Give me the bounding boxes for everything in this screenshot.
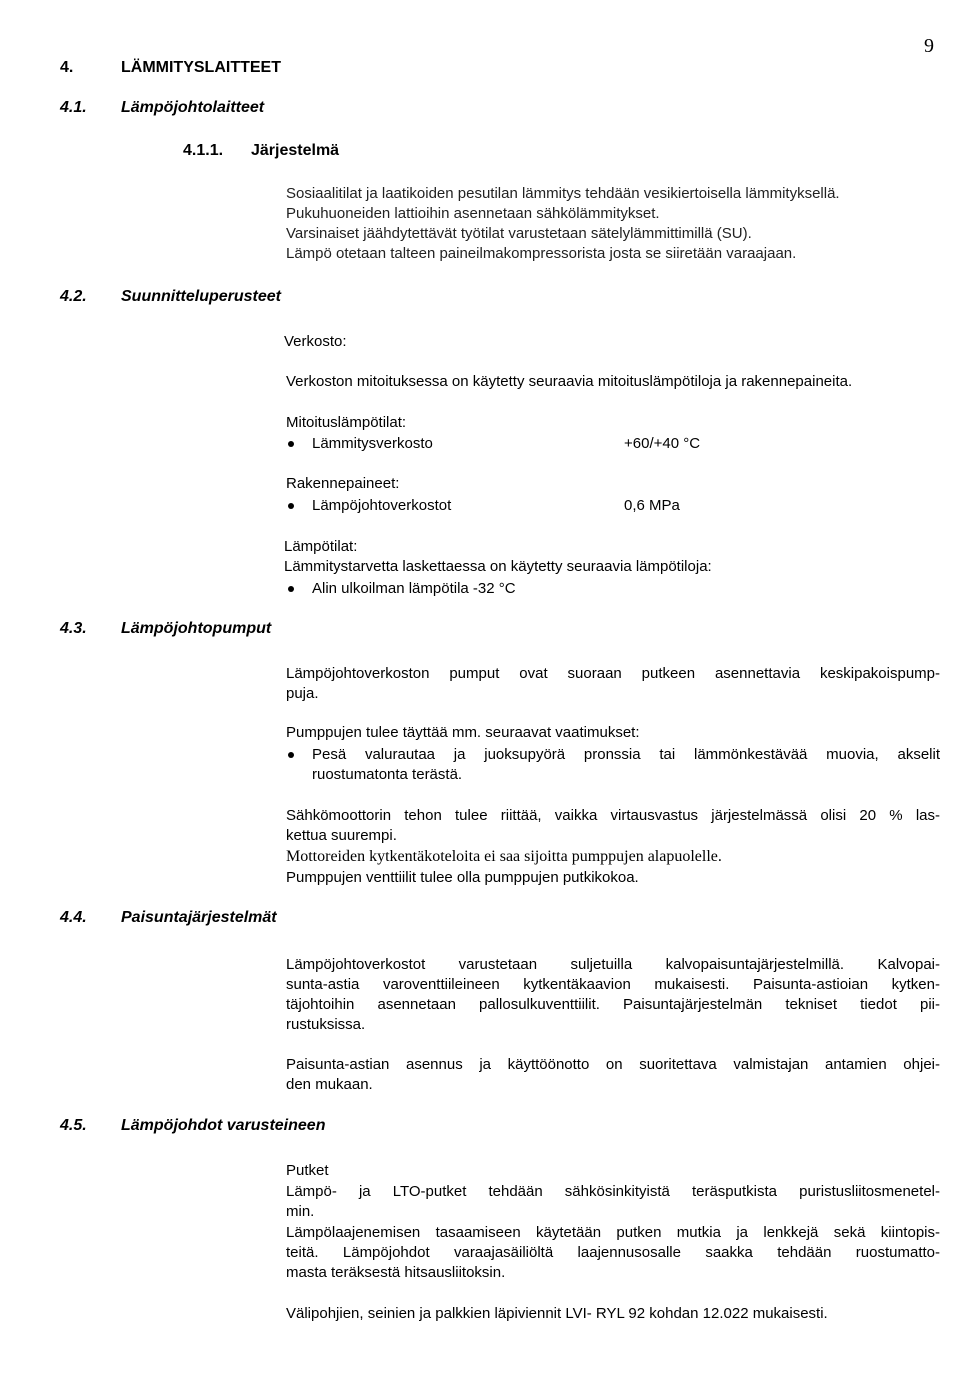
mitoitus-item-value: +60/+40 °C — [624, 435, 701, 452]
putket-p2-line-2: teitä. Lämpöjohdot varaajasäiliöltä laajennusosalle saakka tehdään ruostumatto- — [286, 1244, 940, 1261]
bullet-icon — [288, 441, 294, 447]
rakenne-item-value: 0,6 MPa — [624, 497, 680, 514]
verkosto-label: Verkosto: — [284, 333, 347, 350]
putket-paragraph-3: Välipohjien, seinien ja palkkien läpiviennit LVI- RYL 92 kohdan 12.022 mukaisesti. — [286, 1305, 828, 1322]
section-4-1-title: Lämpöjohtolaitteet — [121, 99, 265, 116]
pumput-paragraph-2 — [286, 806, 940, 846]
section-4-3-title: Lämpöjohtopumput — [121, 620, 272, 637]
section-4-2-title: Suunnitteluperusteet — [121, 288, 282, 305]
bullet-icon — [288, 752, 294, 758]
lampotilat-intro: Lämmitystarvetta laskettaessa on käytetty seuraavia lämpötiloja: — [284, 558, 712, 575]
putket-paragraph-1 — [286, 1182, 940, 1222]
paisunta-paragraph-1 — [286, 955, 940, 1035]
section-4-1-1-number: 4.1.1. — [183, 142, 224, 159]
verkosto-intro: Verkoston mitoituksessa on käytetty seuraavia mitoituslämpötiloja ja rakennepaineita. — [286, 373, 853, 390]
section-4-title: LÄMMITYSLAITTEET — [121, 59, 281, 76]
pumput-paragraph-3: Mottoreiden kytkentäkoteloita ei saa sijoitta pumppujen alapuolelle. — [286, 848, 722, 865]
paisunta-paragraph-2 — [286, 1055, 940, 1095]
paisunta-p1-line-4: rustuksissa. — [286, 1016, 366, 1033]
pumput-bullet-line-2: ruostumatonta terästä. — [312, 766, 463, 783]
putket-p2-line-1: Lämpölaajenemisen tasaamiseen käytetään putken mutkia ja lenkkejä sekä kiintopis- — [286, 1224, 940, 1241]
putket-label: Putket — [286, 1162, 329, 1179]
pumput-p1-line-1: Lämpöjohtoverkoston pumput ovat suoraan putkeen asennettavia keskipakoispump- — [286, 665, 940, 682]
pumput-p2-line-1: Sähkömoottorin tehon tulee riittää, vaikka virtausvastus järjestelmässä olisi 20 % las- — [286, 807, 940, 824]
paisunta-p1-line-1: Lämpöjohtoverkostot varustetaan suljetuilla kalvopaisuntajärjestelmillä. Kalvopai- — [286, 956, 940, 973]
system-description — [286, 184, 940, 264]
system-line-1: Sosiaalitilat ja laatikoiden pesutilan lämmitys tehdään vesikiertoisella lämmityksellä. — [286, 185, 840, 202]
section-4-3-number: 4.3. — [60, 620, 87, 637]
lampotilat-label: Lämpötilat: — [284, 538, 358, 555]
paisunta-p1-line-2: sunta-astia varoventtiileineen kytkentäkaavion mukaisesti. Paisunta-astioian kytken- — [286, 976, 940, 993]
pumput-p1-line-2: puja. — [286, 685, 319, 702]
paisunta-p2-line-1: Paisunta-astian asennus ja käyttöönotto on suoritettava valmistajan antamien ohjei- — [286, 1056, 940, 1073]
rakenne-label: Rakennepaineet: — [286, 475, 400, 492]
mitoitus-label: Mitoituslämpötilat: — [286, 414, 407, 431]
page-number: 9 — [924, 35, 934, 57]
paisunta-p2-line-2: den mukaan. — [286, 1076, 373, 1093]
section-4-2-number: 4.2. — [60, 288, 87, 305]
putket-p2-line-3: masta teräksestä hitsausliitoksin. — [286, 1264, 506, 1281]
pumput-p2-line-2: kettua suurempi. — [286, 827, 397, 844]
section-4-4-number: 4.4. — [60, 909, 87, 926]
putket-p1-line-2: min. — [286, 1203, 315, 1220]
mitoitus-item-name: Lämmitysverkosto — [312, 435, 433, 452]
lampotilat-item: Alin ulkoilman lämpötila -32 °C — [312, 580, 516, 597]
paisunta-p1-line-3: täjohtoihin asennetaan pallosulkuventtiilit. Paisuntajärjestelmän tekniset tiedot pii- — [286, 996, 940, 1013]
putket-p1-line-1: Lämpö- ja LTO-putket tehdään sähkösinkityistä teräsputkista puristusliitosmenetel- — [286, 1183, 940, 1200]
pumput-bullet-line-1: Pesä valurautaa ja juoksupyörä pronssia tai lämmönkestävää muovia, akselit — [312, 746, 940, 763]
system-line-4: Lämpö otetaan talteen paineilmakompressorista josta se siiretään varaajaan. — [286, 245, 797, 262]
pumput-requirements: Pumppujen tulee täyttää mm. seuraavat vaatimukset: — [286, 724, 640, 741]
section-4-5-title: Lämpöjohdot varusteineen — [121, 1117, 326, 1134]
section-4-5-number: 4.5. — [60, 1117, 87, 1134]
pumput-bullet-container — [312, 745, 940, 785]
system-line-2: Pukuhuoneiden lattioihin asennetaan sähkölämmitykset. — [286, 205, 660, 222]
section-4-number: 4. — [60, 59, 74, 76]
pumput-paragraph-1 — [286, 664, 940, 704]
bullet-icon — [288, 503, 294, 509]
pumput-paragraph-4: Pumppujen venttiilit tulee olla pumppujen putkikokoa. — [286, 869, 639, 886]
section-4-1-1-title: Järjestelmä — [251, 142, 340, 159]
system-line-3: Varsinaiset jäähdytettävät työtilat varustetaan sätelylämmittimillä (SU). — [286, 225, 752, 242]
rakenne-item-name: Lämpöjohtoverkostot — [312, 497, 452, 514]
section-4-1-number: 4.1. — [60, 99, 87, 116]
putket-paragraph-2 — [286, 1223, 940, 1283]
bullet-icon — [288, 586, 294, 592]
section-4-4-title: Paisuntajärjestelmät — [121, 909, 277, 926]
